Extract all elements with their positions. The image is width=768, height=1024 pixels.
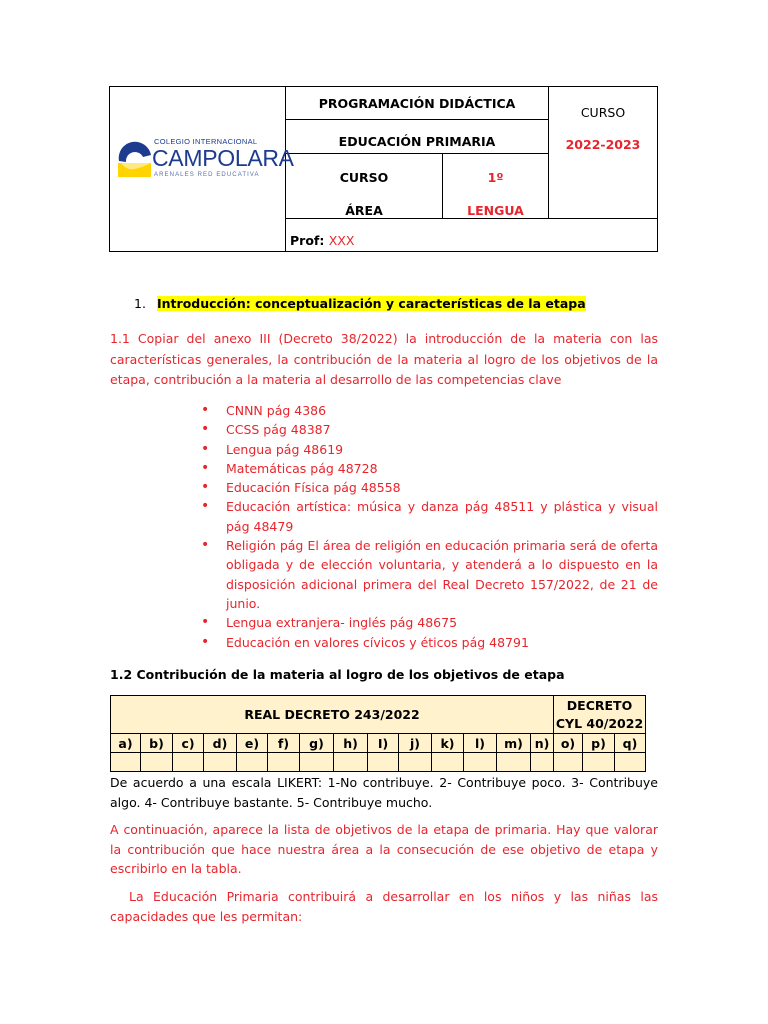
objective-score-cell[interactable]: [464, 753, 497, 772]
objectives-table: [110, 695, 646, 772]
objective-column-header: l): [464, 734, 497, 753]
objective-score-cell[interactable]: [173, 753, 204, 772]
list-item: • Matemáticas pág 48728: [200, 459, 658, 478]
course-value: 1º: [487, 169, 504, 185]
section-1-2-title: 1.2 Contribución de la materia al logro de los objetivos de etapa: [110, 667, 565, 682]
objective-column-header: I): [368, 734, 399, 753]
closing-text: La Educación Primaria contribuirá a desarrollar en los niños y las niñas las capacidades que les permitan:: [110, 889, 658, 924]
professor-line: [290, 227, 354, 253]
objective-score-cell[interactable]: [554, 753, 583, 772]
objective-column-header: b): [141, 734, 173, 753]
logo-mark-icon: [117, 141, 153, 181]
objective-column-header: q): [615, 734, 646, 753]
list-item: • Educación en valores cívicos y éticos pág 48791: [200, 633, 658, 652]
year-label: CURSO: [580, 104, 626, 120]
list-item: • Lengua pág 48619: [200, 440, 658, 459]
objective-column-header: d): [204, 734, 237, 753]
area-value: LENGUA: [467, 202, 524, 218]
subject-page-list: [200, 401, 658, 652]
logo-line-2: CAMPOLARA: [152, 145, 294, 171]
objective-column-header: h): [334, 734, 368, 753]
likert-text: De acuerdo a una escala LIKERT: 1-No contribuye. 2- Contribuye poco. 3- Contribuye algo. 4- Contribuye bastante. 5- Contribuye mucho.: [110, 775, 658, 810]
school-logo: [117, 137, 294, 185]
objective-column-header: f): [268, 734, 300, 753]
course-label: CURSO: [339, 169, 389, 185]
section-1-title: Introducción: conceptualización y características de la etapa: [157, 296, 586, 311]
real-decreto-header: REAL DECRETO 243/2022: [111, 696, 554, 734]
list-item: • CCSS pág 48387: [200, 420, 658, 439]
instructions-text: A continuación, aparece la lista de objetivos de la etapa de primaria. Hay que valorar la contribución que hace nuestra área a la consecución de ese objetivo de etapa y escribirlo en la tabla.: [110, 822, 658, 876]
logo-line-1: COLEGIO INTERNACIONAL: [154, 137, 258, 146]
objective-column-header: o): [554, 734, 583, 753]
objective-score-cell[interactable]: [334, 753, 368, 772]
decreto-cyl-header: DECRETO CYL 40/2022: [554, 696, 646, 734]
objective-score-cell[interactable]: [497, 753, 531, 772]
prof-label: Prof:: [290, 232, 325, 248]
list-item: • Lengua extranjera- inglés pág 48675: [200, 613, 658, 632]
objective-score-cell[interactable]: [432, 753, 464, 772]
objective-score-cell[interactable]: [141, 753, 173, 772]
year-value: 2022-2023: [565, 136, 641, 152]
logo-line-3: ARENALES RED EDUCATIVA: [154, 172, 260, 178]
section-1-1-text: 1.1 Copiar del anexo III (Decreto 38/2022) la introducción de la materia con las características generales, la contribución de la materia al logro de los objetivos de la etapa, contribución a la materia al desarrollo de las competencias clave: [110, 331, 658, 387]
list-item: • CNNN pág 4386: [200, 401, 658, 420]
objective-score-cell[interactable]: [237, 753, 268, 772]
objective-score-cell[interactable]: [531, 753, 554, 772]
objective-score-cell[interactable]: [583, 753, 615, 772]
level-title: EDUCACIÓN PRIMARIA: [338, 133, 496, 149]
objective-column-header: k): [432, 734, 464, 753]
objective-column-header: e): [237, 734, 268, 753]
objective-score-cell[interactable]: [111, 753, 141, 772]
objective-score-cell[interactable]: [300, 753, 334, 772]
list-item: • Religión pág El área de religión en educación primaria será de oferta obligada y de elección voluntaria, y atenderá a lo dispuesto en la disposición adicional primera del Real Decreto 157/2022, de 21 de junio.: [200, 536, 658, 613]
objective-score-cell[interactable]: [204, 753, 237, 772]
program-title: PROGRAMACIÓN DIDÁCTICA: [318, 95, 516, 111]
objective-score-cell[interactable]: [399, 753, 432, 772]
objective-column-header: a): [111, 734, 141, 753]
section-1-number: 1.: [134, 296, 146, 311]
objective-column-header: m): [497, 734, 531, 753]
objective-column-header: p): [583, 734, 615, 753]
objective-column-header: j): [399, 734, 432, 753]
area-label: ÁREA: [345, 202, 383, 218]
objective-column-header: c): [173, 734, 204, 753]
objective-score-cell[interactable]: [615, 753, 646, 772]
objective-score-cell[interactable]: [368, 753, 399, 772]
list-item: • Educación Física pág 48558: [200, 478, 658, 497]
objective-column-header: g): [300, 734, 334, 753]
objective-column-header: n): [531, 734, 554, 753]
prof-value: XXX: [328, 232, 355, 248]
list-item: • Educación artística: música y danza pág 48511 y plástica y visual pág 48479: [200, 497, 658, 536]
objective-score-cell[interactable]: [268, 753, 300, 772]
